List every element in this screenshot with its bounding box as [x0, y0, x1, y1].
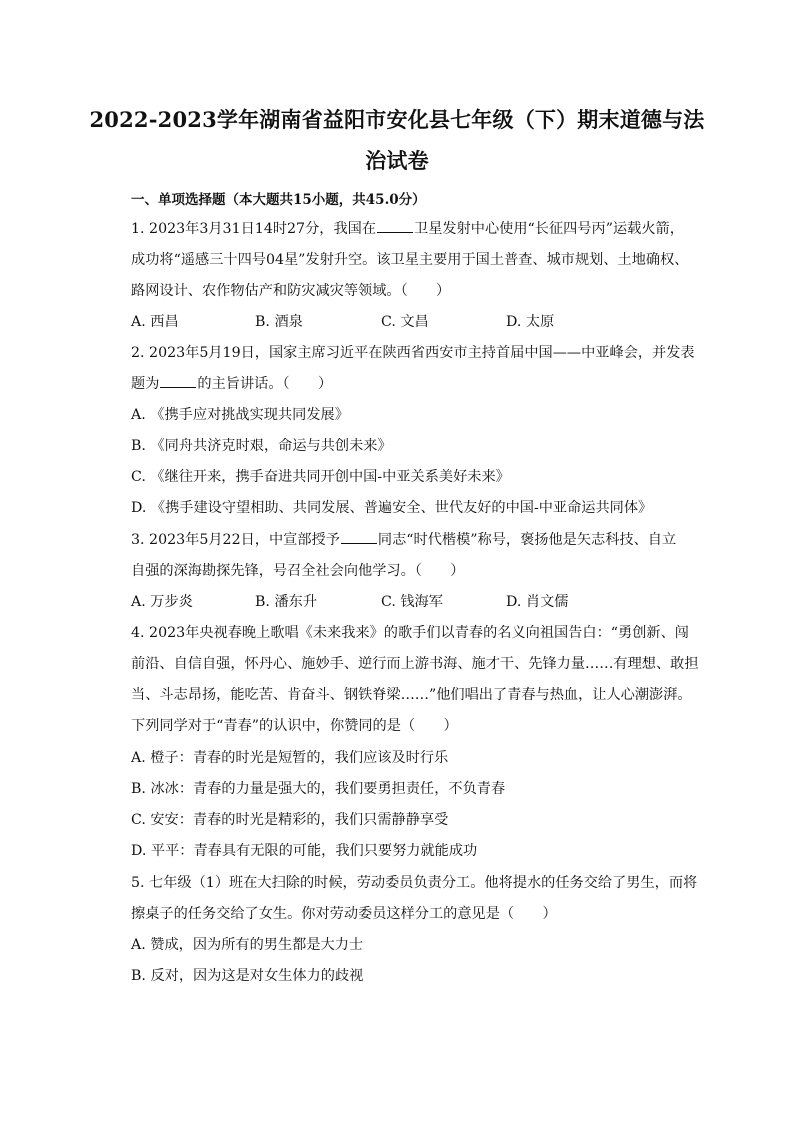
q2-text-a: 题为: [131, 376, 160, 392]
exam-title-line1: 2022-2023学年湖南省益阳市安化县七年级（下）期末道德与法: [89, 107, 705, 132]
q1-line1: [131, 218, 684, 238]
q4-option-b: B. 冰冰：青春的力量是强大的，我们要勇担责任，不负青春: [131, 781, 506, 797]
q5-line1: 5. 七年级（1）班在大扫除的时候，劳动委员负责分工。他将提水的任务交给了男生，而将: [131, 875, 698, 891]
q2-option-a: A. 《携手应对挑战实现共同发展》: [131, 407, 349, 423]
q4-line1: 4. 2023年央视春晚上歌唱《未来我来》的歌手们以青春的名义向祖国告白：“勇创新、闯: [131, 625, 689, 641]
q1-line2: 成功将“遥感三十四号04星”发射升空。该卫星主要用于国土普查、城市规划、土地确权、: [131, 252, 689, 268]
q5-option-a: A. 赞成，因为所有的男生都是大力士: [131, 937, 364, 953]
q3-text-a: 3. 2023年5月22日，中宣部授予: [131, 532, 340, 548]
q1-option-c: C. 文昌: [381, 314, 429, 330]
q4-option-c: C. 安安：青春的时光是精彩的，我们只需静静享受: [131, 812, 449, 828]
q2-blank: [160, 373, 196, 388]
q3-options: [131, 591, 568, 611]
q1-options: [131, 311, 554, 331]
q1-option-d: D. 太原: [506, 314, 555, 330]
q1-blank: [377, 218, 413, 233]
section-heading: 一、单项选择题（本大题共15小题，共45.0分）: [131, 192, 426, 208]
q2-option-b: B. 《同舟共济克时艰，命运与共创未来》: [131, 438, 392, 454]
q3-line2: 自强的深海勘探先锋，号召全社会向他学习。（ ）: [131, 563, 465, 579]
q1-text-a: 1. 2023年3月31日14时27分，我国在: [131, 221, 377, 237]
q3-blank: [341, 529, 377, 544]
q4-line4: 下列同学对于“青春”的认识中，你赞同的是（ ）: [131, 718, 458, 734]
exam-title-line2: 治试卷: [365, 148, 429, 173]
q3-option-a: A. 万步炎: [131, 594, 193, 610]
q5-option-b: B. 反对，因为这是对女生体力的歧视: [131, 968, 364, 984]
q3-option-b: B. 潘东升: [255, 594, 318, 610]
q4-option-a: A. 橙子：青春的时光是短暂的，我们应该及时行乐: [131, 750, 449, 766]
q1-option-b: B. 酒泉: [255, 314, 303, 330]
q4-line2: 前沿、自信自强，怀丹心、施妙手、逆行而上游书海、施才干、先锋力量……有理想、敢担: [131, 656, 699, 672]
q2-line1: 2. 2023年5月19日，国家主席习近平在陕西省西安市主持首届中国——中亚峰会，并发表: [131, 345, 695, 361]
q2-line2: [131, 373, 332, 393]
q4-line3: 当、斗志昂扬，能吃苦、肯奋斗、钢铁脊梁……”他们唱出了青春与热血，让人心潮澎湃。: [131, 687, 692, 703]
q1-option-a: A. 西昌: [131, 314, 179, 330]
q4-option-d: D. 平平：青春具有无限的可能，我们只要努力就能成功: [131, 843, 478, 859]
q2-option-d: D. 《携手建设守望相助、共同发展、普遍安全、世代友好的中国-中亚命运共同体》: [131, 500, 653, 516]
q5-line2: 擦桌子的任务交给了女生。你对劳动委员这样分工的意见是（ ）: [131, 906, 557, 922]
q3-option-c: C. 钱海军: [381, 594, 443, 610]
q2-text-b: 的主旨讲话。（ ）: [197, 376, 333, 392]
q3-text-b: 同志“时代楷模”称号，褒扬他是矢志科技、自立: [377, 532, 677, 548]
q2-option-c: C. 《继往开来，携手奋进共同开创中国-中亚关系美好未来》: [131, 469, 510, 485]
q1-line3: 路网设计、农作物估产和防灾减灾等领域。（ ）: [131, 283, 451, 299]
q3-line1: [131, 529, 676, 549]
q3-option-d: D. 肖文儒: [506, 594, 569, 610]
q1-text-b: 卫星发射中心使用“长征四号丙”运载火箭，: [414, 221, 684, 237]
